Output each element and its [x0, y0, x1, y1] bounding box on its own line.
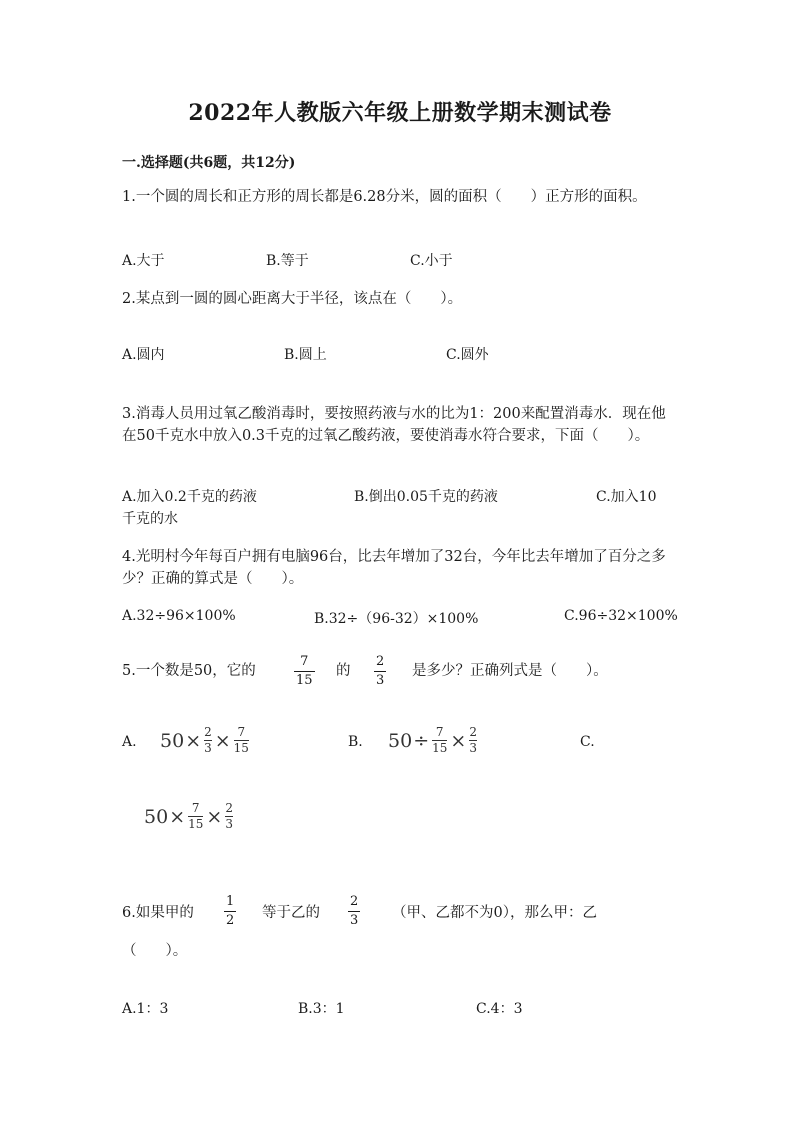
- q3-option-c[interactable]: C.加入10千克的水: [122, 489, 657, 527]
- q2-option-b[interactable]: B.圆上: [284, 347, 327, 363]
- fraction-bar: [224, 911, 236, 912]
- fraction-numerator: 7: [300, 654, 309, 669]
- fraction-bar: [294, 671, 315, 672]
- question-6-blank: （ ）。: [122, 943, 188, 959]
- multiply-sign: ×: [185, 729, 202, 752]
- question-6-middle: 等于乙的: [262, 905, 320, 921]
- expression-fraction: [234, 726, 249, 755]
- fraction-denominator: 3: [204, 741, 212, 755]
- q6-fraction-2-3: [348, 894, 360, 929]
- multiply-sign: ×: [169, 805, 186, 828]
- expression-number: 50: [144, 805, 169, 828]
- fraction-denominator: 3: [469, 741, 477, 755]
- fraction-numerator: 2: [376, 654, 385, 669]
- fraction-denominator: 15: [233, 741, 249, 755]
- q5-option-b-label[interactable]: B.: [348, 734, 363, 750]
- question-4-text: 4.光明村今年每百户拥有电脑96台，比去年增加了32台，今年比去年增加了百分之多少？正确的算式是（ ）。: [122, 549, 666, 587]
- q2-option-a[interactable]: A.圆内: [122, 347, 165, 363]
- q2-option-c[interactable]: C.圆外: [446, 347, 489, 363]
- q4-option-b[interactable]: B.32÷（96-32）×100%: [314, 611, 479, 627]
- expression-fraction: [204, 726, 212, 755]
- expression-fraction: [188, 802, 203, 831]
- q1-option-a[interactable]: A.大于: [122, 253, 165, 269]
- q5-option-a-label[interactable]: A.: [122, 734, 137, 750]
- expression-fraction: [225, 802, 233, 831]
- page-title: 2022年人教版六年级上册数学期末测试卷: [188, 100, 612, 126]
- question-2-text: 2.某点到一圆的圆心距离大于半径，该点在（ ）。: [122, 291, 463, 307]
- divide-sign: ÷: [413, 729, 430, 752]
- fraction-numerator: 2: [225, 801, 233, 815]
- q5-option-c-expression[interactable]: [144, 802, 235, 831]
- multiply-sign: ×: [450, 729, 467, 752]
- fraction-denominator: 15: [296, 673, 313, 688]
- q5-fraction-7-15: [294, 654, 315, 689]
- fraction-numerator: 2: [469, 725, 477, 739]
- q1-option-c[interactable]: C.小于: [410, 253, 453, 269]
- question-1-text: 1.一个圆的周长和正方形的周长都是6.28分米，圆的面积（ ）正方形的面积。: [122, 189, 647, 205]
- q6-fraction-1-2: [224, 894, 236, 929]
- question-6-suffix: （甲、乙都不为0），那么甲：乙: [392, 905, 597, 921]
- fraction-denominator: 2: [226, 913, 235, 928]
- q6-option-c[interactable]: C.4：3: [476, 1001, 523, 1017]
- fraction-bar: [374, 671, 386, 672]
- question-3-text: 3.消毒人员用过氧乙酸消毒时，要按照药液与水的比为1：200来配置消毒水．现在他在50千克水中放入0.3千克的过氧乙酸药液，要使消毒水符合要求，下面（ ）。: [122, 406, 666, 444]
- multiply-sign: ×: [214, 729, 231, 752]
- expression-number: 50: [388, 729, 413, 752]
- fraction-numerator: 2: [204, 725, 212, 739]
- q5-option-c-label[interactable]: C.: [580, 734, 595, 750]
- fraction-numerator: 2: [350, 894, 359, 909]
- fraction-numerator: 7: [435, 725, 444, 739]
- q4-option-a[interactable]: A.32÷96×100%: [122, 608, 236, 624]
- expression-number: 50: [160, 729, 185, 752]
- question-6-prefix: 6.如果甲的: [122, 905, 194, 921]
- expression-fraction: [432, 726, 447, 755]
- fraction-bar: [348, 911, 360, 912]
- question-5-prefix: 5.一个数是50，它的: [122, 663, 256, 679]
- q6-option-b[interactable]: B.3：1: [298, 1001, 345, 1017]
- q5-option-a-expression[interactable]: [160, 726, 251, 755]
- q3-option-b[interactable]: B.倒出0.05千克的药液: [354, 489, 498, 505]
- q1-option-b[interactable]: B.等于: [266, 253, 309, 269]
- fraction-denominator: 3: [350, 913, 359, 928]
- q6-option-a[interactable]: A.1：3: [122, 1001, 169, 1017]
- fraction-denominator: 3: [376, 673, 385, 688]
- fraction-denominator: 15: [188, 817, 204, 831]
- fraction-denominator: 3: [225, 817, 233, 831]
- q5-fraction-2-3: [374, 654, 386, 689]
- section-heading: 一.选择题(共6题，共12分): [122, 155, 296, 171]
- question-5-suffix: 是多少？正确列式是（ ）。: [412, 663, 608, 679]
- multiply-sign: ×: [206, 805, 223, 828]
- fraction-denominator: 15: [432, 741, 448, 755]
- expression-fraction: [469, 726, 477, 755]
- fraction-numerator: 1: [226, 894, 235, 909]
- q3-option-a[interactable]: A.加入0.2千克的药液: [122, 489, 257, 505]
- fraction-numerator: 7: [191, 801, 200, 815]
- q5-option-b-expression[interactable]: [388, 726, 479, 755]
- fraction-numerator: 7: [237, 725, 246, 739]
- q4-option-c[interactable]: C.96÷32×100%: [564, 608, 678, 624]
- question-5-middle: 的: [336, 663, 351, 679]
